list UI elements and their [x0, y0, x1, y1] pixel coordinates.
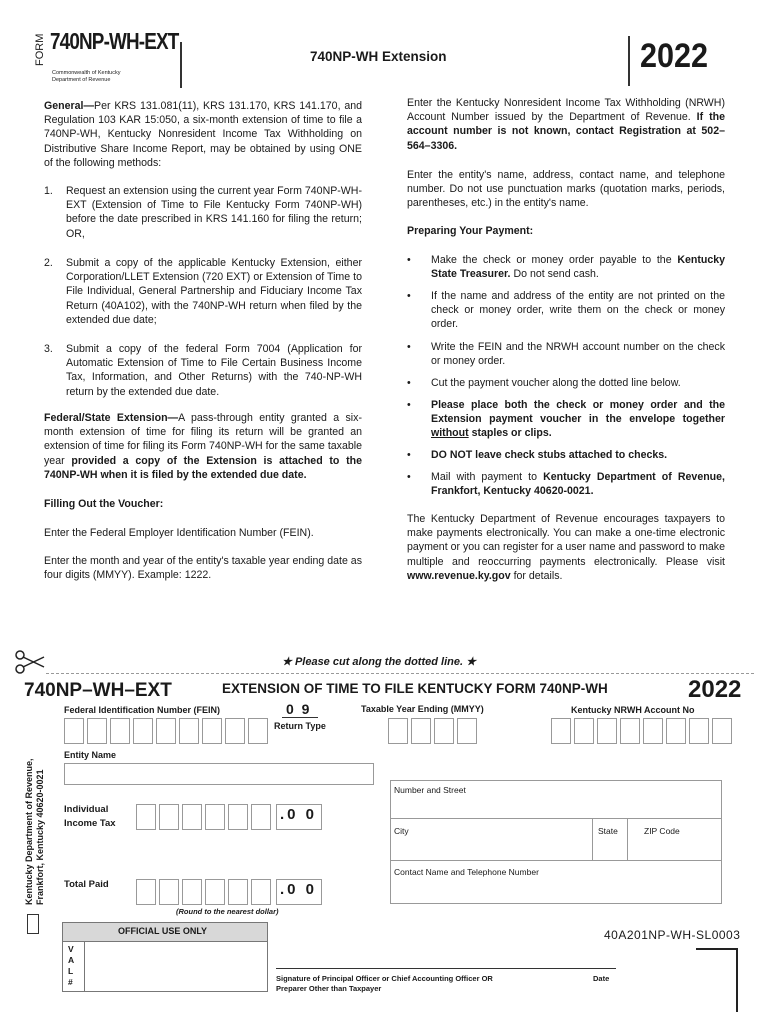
- bullet-text: Write the FEIN and the NRWH account number on the check or money order.: [431, 341, 725, 368]
- total-paid-cents: .0 0: [280, 881, 318, 898]
- federal-state-paragraph: [44, 411, 362, 482]
- item-text: Submit a copy of the federal Form 7004 (Application for Automatic Extension of Time to File Certain Business Income Tax, Information, and Other Returns) with the 740-NP-WH return by the extended due date.: [66, 343, 362, 398]
- page-title: 740NP-WH Extension: [310, 49, 447, 64]
- federal-bold: provided a copy of the Extension is attached to the 740NP-WH when it is filed by the extended due date.: [44, 454, 362, 481]
- name-paragraph: Enter the entity's name, address, contact name, and telephone number. Do not use punctuation marks (quotation marks, periods, parentheses, etc.) in the entity's name.: [407, 169, 725, 210]
- income-tax-input[interactable]: [136, 804, 274, 830]
- list-item: [407, 289, 725, 333]
- preparing-heading: Preparing Your Payment:: [407, 225, 534, 237]
- bullet-tail: Do not send cash.: [513, 268, 599, 281]
- bullet: •: [407, 377, 411, 389]
- form-word: FORM: [34, 33, 46, 66]
- header-divider-left: [180, 42, 182, 88]
- entity-name-label: Entity Name: [64, 750, 117, 760]
- signature-label: Signature of Principal Officer or Chief Accounting Officer OR Preparer Other than Taxpayer: [276, 974, 493, 993]
- agency-line1: Commonwealth of Kentucky: [52, 70, 121, 76]
- voucher-title: EXTENSION OF TIME TO FILE KENTUCKY FORM 740NP-WH: [222, 681, 608, 696]
- bullet: •: [407, 254, 411, 266]
- income-tax-label: Individual Income Tax: [64, 804, 116, 829]
- voucher-form-number: 740NP–WH–EXT: [24, 680, 172, 701]
- list-item: [407, 470, 725, 500]
- val-letters: V A L #: [68, 944, 75, 987]
- list-item: [407, 376, 725, 392]
- account-paragraph: [407, 96, 725, 153]
- mmyy-instruction: Enter the month and year of the entity's taxable year ending date as four digits (MMYY). Example: 1222.: [44, 555, 362, 582]
- bullet-text: If the name and address of the entity are not printed on the check or money order, write them on the check or money order.: [431, 290, 725, 331]
- list-item: [407, 398, 725, 442]
- voucher-year: 2022: [688, 676, 742, 703]
- agency-line2: Department of Revenue: [52, 77, 111, 83]
- street-label: Number and Street: [394, 785, 466, 795]
- cut-instruction: [282, 655, 476, 668]
- bullet-bold: Please place both the check or money order and the Extension payment voucher in the envelope together: [431, 399, 725, 426]
- bullet-bold: DO NOT leave check stubs attached to checks.: [431, 449, 668, 461]
- contact-input[interactable]: [392, 880, 720, 902]
- list-item: [407, 448, 725, 464]
- total-paid-cents-box: [276, 879, 322, 905]
- corner-mark: [696, 948, 738, 1012]
- side-address: Kentucky Department of Revenue, Frankfort, Kentucky 40620-0021: [24, 758, 45, 905]
- item-number: 1.: [44, 185, 53, 197]
- return-type-label: Return Type: [274, 721, 326, 731]
- account-bold: If the account number is not known, contact Registration at 502–564–3306.: [407, 111, 725, 152]
- bullet-underline: without: [431, 427, 469, 440]
- bullet: •: [407, 471, 411, 483]
- filling-heading: Filling Out the Voucher:: [44, 498, 164, 510]
- star-icon: ★: [282, 656, 292, 668]
- tax-year-label: Taxable Year Ending (MMYY): [361, 704, 484, 714]
- form-code: 40A201NP-WH-SL0003: [604, 928, 741, 942]
- list-item: [44, 256, 362, 332]
- form-number: 740NP-WH-EXT: [50, 28, 179, 54]
- contact-label: Contact Name and Telephone Number: [394, 867, 539, 877]
- barcode-mark: [27, 914, 39, 934]
- bullet-text: Cut the payment voucher along the dotted line below.: [431, 377, 681, 389]
- total-paid-input[interactable]: [136, 879, 274, 905]
- federal-lead: Federal/State Extension—: [44, 412, 179, 424]
- general-paragraph: [44, 99, 362, 170]
- return-type-underline: [282, 717, 318, 718]
- star-icon: ★: [466, 656, 476, 668]
- list-item: [44, 342, 362, 402]
- date-label: Date: [593, 974, 610, 983]
- bullet: •: [407, 399, 411, 411]
- cut-text: Please cut along the dotted line.: [294, 656, 464, 668]
- list-item: [407, 340, 725, 370]
- entity-name-input[interactable]: [64, 763, 374, 785]
- epay-link[interactable]: www.revenue.ky.gov: [407, 569, 511, 582]
- total-paid-label: Total Paid: [64, 879, 109, 890]
- zip-label: ZIP Code: [644, 826, 680, 836]
- bullet: •: [407, 290, 411, 302]
- bullet-tail: staples or clips.: [471, 427, 552, 440]
- signature-input[interactable]: [276, 944, 576, 968]
- fein-instruction: Enter the Federal Employer Identification Number (FEIN).: [44, 527, 314, 539]
- round-note: (Round to the nearest dollar): [176, 907, 279, 916]
- tax-year-input[interactable]: [388, 718, 480, 744]
- epay-text: The Kentucky Department of Revenue encourages taxpayers to make payments electronically. You can make a one-time electronic payment or you can register for a user name and password to make multiple and reoccurring payments electronically. Please visit: [407, 513, 725, 568]
- bullet: •: [407, 449, 411, 461]
- item-number: 3.: [44, 343, 53, 355]
- federal-text: A pass-through entity granted a six-month extension of time for filing its return will be granted an extension of time for filing its Form 740NP-WH for the same taxable year: [44, 412, 362, 467]
- fein-label: Federal Identification Number (FEIN): [64, 705, 221, 715]
- cut-dotted-line: [46, 673, 754, 674]
- city-label: City: [394, 826, 409, 836]
- street-input[interactable]: [392, 797, 720, 817]
- bullet-text: Make the check or money order payable to the: [431, 254, 672, 266]
- zip-divider: [627, 818, 628, 860]
- bullet-bold: Kentucky Department of Revenue, Frankfort, Kentucky 40620-0021.: [431, 471, 725, 498]
- header-divider-right: [628, 36, 630, 86]
- item-text: Submit a copy of the applicable Kentucky Extension, either Corporation/LLET Extension (720 EXT) or Extension of Time to File Individual, General Partnership and Fiduciary Income Tax Return (40A102), with the 740NP-WH return when filed by the extended due date;: [66, 257, 362, 326]
- signature-line: [276, 968, 616, 969]
- scissors-icon: [14, 648, 46, 676]
- address-divider1: [390, 818, 722, 819]
- list-item: [407, 253, 725, 283]
- epay-tail: for details.: [513, 569, 563, 582]
- income-tax-cents: .0 0: [280, 806, 318, 823]
- city-input[interactable]: [392, 838, 590, 858]
- income-tax-cents-box: [276, 804, 322, 830]
- list-item: [44, 184, 362, 244]
- state-label: State: [598, 826, 618, 836]
- bullet: •: [407, 341, 411, 353]
- bullet-text: Mail with payment to: [431, 471, 537, 483]
- address-divider2: [390, 860, 722, 861]
- nrwh-label: Kentucky NRWH Account No: [571, 705, 695, 715]
- item-text: Request an extension using the current year Form 740NP-WH-EXT (Extension of Time to File Kentucky Form 740NP-WH) before the date prescribed in KRS 141.160 for filing the return; OR,: [66, 185, 362, 240]
- official-use-label: OFFICIAL USE ONLY: [118, 926, 208, 936]
- nrwh-input[interactable]: [551, 718, 735, 744]
- tax-year: 2022: [640, 37, 709, 75]
- bullet-bold: Kentucky State Treasurer.: [431, 254, 725, 281]
- item-number: 2.: [44, 257, 53, 269]
- state-divider: [592, 818, 593, 860]
- date-input[interactable]: [580, 944, 616, 968]
- return-type-value: 0 9: [286, 701, 310, 717]
- epay-paragraph: [407, 512, 725, 583]
- fein-input[interactable]: [64, 718, 271, 744]
- account-text: Enter the Kentucky Nonresident Income Tax Withholding (NRWH) Account Number issued by the Department of Revenue.: [407, 97, 725, 124]
- general-text: Per KRS 131.081(11), KRS 131.170, KRS 141.170, and Regulation 103 KAR 15:050, a six-month extension of time to file a 740NP-WH, Kentucky Nonresident Income Tax Withholding on Distributive Share Income Report, may be obtained by using ONE of the following methods:: [44, 100, 362, 169]
- general-lead: General—: [44, 100, 95, 112]
